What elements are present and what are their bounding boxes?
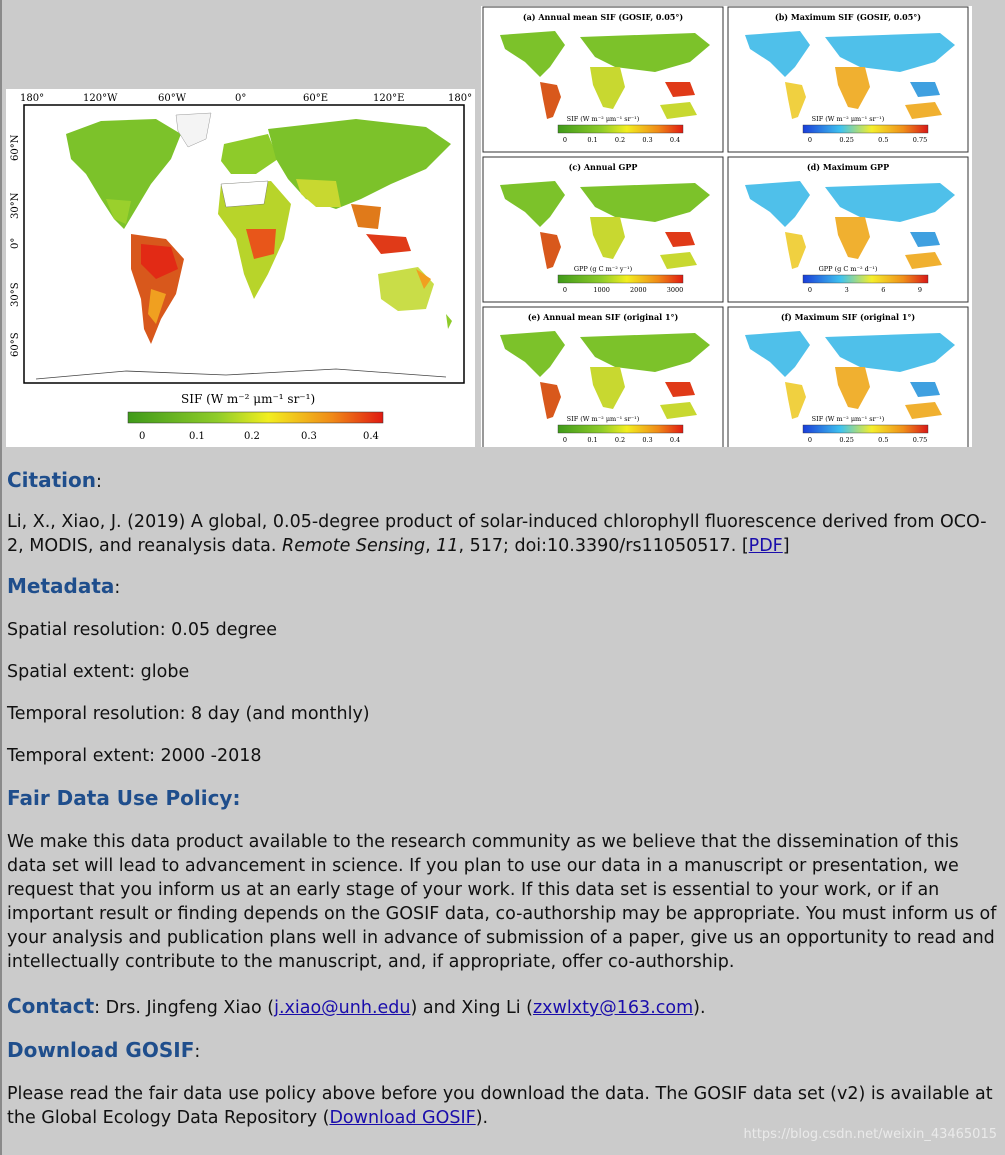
panel-legend-tick: 0.2 [614,436,626,444]
panel-legend-tick: 0.25 [839,436,854,444]
download-gosif-link[interactable]: Download GOSIF [329,1108,476,1128]
six-panel-figure [481,6,972,447]
tick: 0 [139,431,146,442]
panel-legend-tick: 0 [562,436,568,444]
lon-label: 120°W [83,93,118,104]
panel-legend-bar [803,425,928,433]
download-heading: Download GOSIF [7,1038,195,1062]
panel-legend-tick: 3 [844,286,849,294]
panel-legend-bar [803,125,928,133]
email-link-xiao[interactable]: j.xiao@unh.edu [274,998,411,1018]
svg-text:30°S: 30°S [10,282,21,307]
panel-legend-bar [803,275,928,283]
panel-legend-tick: 0 [562,286,568,294]
citation-journal: Remote Sensing [282,536,426,556]
tick: 0.3 [301,431,317,442]
panel-title: (c) Annual GPP [568,162,638,172]
map-panel [728,7,968,152]
panel-legend-tick: 0.5 [878,436,889,444]
lon-label: 60°W [158,93,187,104]
six-panel-grid [481,6,972,447]
panel-legend-title: SIF (W m⁻² μm⁻¹ sr⁻¹) [566,415,640,423]
citation-heading: Citation [7,468,96,492]
panel-legend-tick: 0 [807,286,813,294]
panel-legend-bar [558,425,683,433]
panel-legend-title: SIF (W m⁻² μm⁻¹ sr⁻¹) [811,415,885,423]
citation-sep: , [425,536,437,556]
lon-label: 180° [20,93,45,104]
contact-heading: Contact [7,994,95,1018]
panel-legend-tick: 2000 [630,286,647,294]
panel-legend-tick: 0.4 [669,136,681,144]
panel-legend-tick: 0.75 [912,436,928,444]
panel-legend-tick: 0.25 [839,136,854,144]
panel-legend-tick: 9 [917,286,923,294]
metadata-item: Temporal extent: 2000 -2018 [7,746,262,766]
panel-title: (b) Maximum SIF (GOSIF, 0.05°) [774,12,922,22]
download-text [7,1082,999,1130]
map-panel [483,157,723,302]
panel-legend-tick: 3000 [666,286,684,294]
svg-text:60°N: 60°N [10,134,21,161]
citation-close: ] [782,536,790,556]
contact-prefix: : Drs. Jingfeng Xiao ( [94,998,275,1018]
main-legend-ticks [139,431,379,442]
lon-label: 180° [448,93,473,104]
panel-title: (e) Annual mean SIF (original 1°) [527,312,679,322]
colon: : [95,472,102,492]
tick: 0.1 [189,431,205,442]
metadata-item: Spatial resolution: 0.05 degree [7,620,278,640]
panel-title: (d) Maximum GPP [806,162,890,172]
policy-text: We make this data product available to the research community as we believe that the dissemination of this data set will lead to advancement in science. If you plan to use our data in a manuscript or presentation, we request that you inform us at an early stage of your work. If this data set is essential to your work, or if an important result or finding depends on the GOSIF data, co-authorship may be appropriate. You must inform us of your analysis and publication plans well in advance of submission of a paper, give us an opportunity to read and intellectually contribute to the manuscript, and, if appropriate, offer co-authorship. [7,832,997,972]
panel-legend-title: SIF (W m⁻² μm⁻¹ sr⁻¹) [811,115,885,123]
lat-labels [10,134,21,357]
panel-legend-tick: 0.75 [912,136,928,144]
lon-label: 60°E [303,93,329,104]
colon: : [114,578,121,598]
svg-text:60°S: 60°S [10,332,21,357]
panel-legend-tick: 6 [881,286,886,294]
panel-title: (f) Maximum SIF (original 1°) [780,312,916,322]
download-suffix: ). [475,1108,489,1128]
tick: 0.2 [244,431,260,442]
panel-legend-tick: 0.5 [878,136,889,144]
metadata-item: Temporal resolution: 8 day (and monthly) [7,704,370,724]
main-sif-map-figure [6,89,475,447]
main-legend-bar [128,412,383,423]
panel-legend-tick: 0.1 [587,136,598,144]
svg-text:0°: 0° [10,237,21,249]
lon-label: 0° [235,93,247,104]
panel-legend-title: GPP (g C m⁻² d⁻¹) [818,265,878,273]
metadata-heading: Metadata [7,574,115,598]
citation-volume: 11 [436,536,459,556]
panel-title: (a) Annual mean SIF (GOSIF, 0.05°) [522,12,684,22]
lon-label: 120°E [373,93,405,104]
citation-prefix: Li, X., Xiao, J. (2019) A global, 0.05-degree product of solar-induced chlorophyll fluorescence derived from OCO-2, MODIS, and reanalysis data. [7,512,987,556]
panel-legend-title: SIF (W m⁻² μm⁻¹ sr⁻¹) [566,115,640,123]
panel-legend-title: GPP (g C m⁻² y⁻¹) [573,265,633,273]
panel-legend-tick: 0 [807,136,813,144]
colon: : [194,1042,201,1062]
pdf-link[interactable]: PDF [748,536,783,556]
email-link-li[interactable]: zxwlxty@163.com [533,998,694,1018]
main-legend-title: SIF (W m⁻² μm⁻¹ sr⁻¹) [181,392,316,406]
main-sif-map [6,89,475,447]
watermark: https://blog.csdn.net/weixin_43465015 [743,1127,997,1142]
panel-legend-tick: 0.3 [642,136,653,144]
panel-legend-bar [558,275,683,283]
panel-legend-bar [558,125,683,133]
contact-mid: ) and Xing Li ( [410,998,533,1018]
panel-legend-tick: 0.1 [587,436,598,444]
citation-suffix: , 517; doi:10.3390/rs11050517. [ [458,536,749,556]
policy-heading: Fair Data Use Policy: [7,786,241,810]
panel-legend-tick: 1000 [593,286,610,294]
panel-legend-tick: 0.4 [669,436,681,444]
map-panel [483,7,723,152]
map-panel [728,307,968,447]
contact-line [7,994,999,1020]
metadata-item: Spatial extent: globe [7,662,190,682]
main-content [7,468,999,1130]
panel-legend-tick: 0 [807,436,813,444]
map-panel [728,157,968,302]
download-desc: Please read the fair data use policy above before you download the data. The GOSIF data set (v2) is available at the Global Ecology Data Repository ( [7,1084,993,1128]
figures-area [0,0,1005,452]
lon-labels [20,93,472,104]
panel-legend-tick: 0.2 [614,136,626,144]
svg-text:30°N: 30°N [10,192,21,219]
map-panel [483,307,723,447]
panel-legend-tick: 0 [562,136,568,144]
contact-suffix: ). [693,998,706,1018]
citation-text [7,510,999,558]
panel-legend-tick: 0.3 [642,436,653,444]
tick: 0.4 [363,431,379,442]
